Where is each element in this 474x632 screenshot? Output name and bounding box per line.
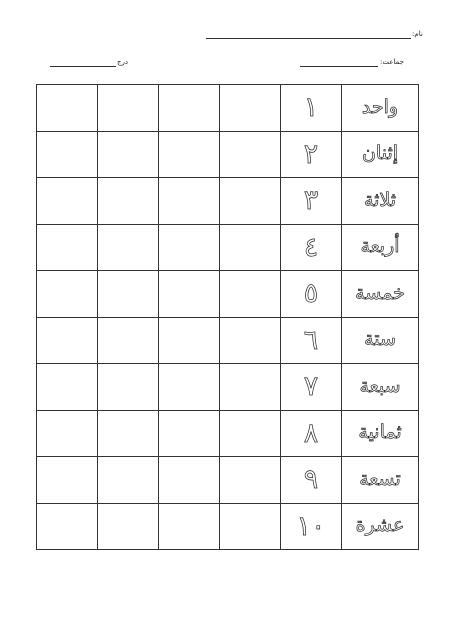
practice-cell[interactable]	[159, 364, 220, 411]
word-cell	[342, 457, 419, 504]
numeral-cell	[281, 410, 342, 457]
practice-cell[interactable]	[37, 178, 98, 225]
traced-numeral: ٣	[303, 185, 319, 217]
traced-word: ستة	[364, 328, 396, 351]
numeral-cell	[281, 364, 342, 411]
practice-cell[interactable]	[37, 317, 98, 364]
practice-cell[interactable]	[37, 503, 98, 550]
practice-cell[interactable]	[98, 317, 159, 364]
traced-numeral: ١٠	[296, 510, 326, 542]
practice-cell[interactable]	[98, 131, 159, 178]
practice-cell[interactable]	[37, 410, 98, 457]
practice-cell[interactable]	[37, 224, 98, 271]
practice-cell[interactable]	[37, 271, 98, 318]
traced-word: سبعة	[359, 374, 401, 397]
practice-cell[interactable]	[220, 224, 281, 271]
practice-cell[interactable]	[159, 178, 220, 225]
practice-cell[interactable]	[220, 131, 281, 178]
numeral-cell	[281, 317, 342, 364]
class-label: جماعت:	[380, 58, 404, 66]
numeral-cell	[281, 224, 342, 271]
table-row	[37, 224, 419, 271]
practice-cell[interactable]	[159, 271, 220, 318]
practice-cell[interactable]	[159, 410, 220, 457]
table-row	[37, 364, 419, 411]
table-row	[37, 271, 419, 318]
word-cell	[342, 271, 419, 318]
table-row	[37, 503, 419, 550]
traced-numeral: ٥	[303, 278, 319, 310]
table-row	[37, 178, 419, 225]
practice-cell[interactable]	[98, 271, 159, 318]
traced-word: أربعة	[360, 235, 400, 258]
traced-numeral: ١	[303, 92, 319, 124]
table-row	[37, 457, 419, 504]
numeral-cell	[281, 85, 342, 132]
practice-cell[interactable]	[98, 85, 159, 132]
traced-numeral: ٨	[303, 417, 319, 449]
practice-cell[interactable]	[98, 224, 159, 271]
practice-cell[interactable]	[159, 457, 220, 504]
traced-numeral: ٤	[303, 231, 319, 263]
table-row	[37, 85, 419, 132]
practice-cell[interactable]	[159, 85, 220, 132]
traced-numeral: ٧	[303, 371, 319, 403]
traced-numeral: ٩	[303, 464, 319, 496]
practice-cell[interactable]	[98, 410, 159, 457]
word-cell	[342, 503, 419, 550]
table-row	[37, 317, 419, 364]
practice-cell[interactable]	[159, 503, 220, 550]
practice-cell[interactable]	[37, 364, 98, 411]
traced-word: إثنان	[361, 142, 399, 165]
practice-cell[interactable]	[98, 503, 159, 550]
numeral-cell	[281, 131, 342, 178]
practice-cell[interactable]	[98, 364, 159, 411]
practice-cell[interactable]	[220, 85, 281, 132]
table-row	[37, 410, 419, 457]
practice-cell[interactable]	[220, 457, 281, 504]
traced-numeral: ٢	[303, 138, 319, 170]
numeral-cell	[281, 271, 342, 318]
practice-cell[interactable]	[220, 364, 281, 411]
name-label: نام:	[412, 30, 423, 38]
practice-cell[interactable]	[37, 85, 98, 132]
word-cell	[342, 131, 419, 178]
numeral-cell	[281, 457, 342, 504]
traced-word: ثمانية	[358, 421, 402, 444]
class-line[interactable]	[300, 66, 378, 67]
traced-word: واحد	[361, 95, 399, 118]
name-line[interactable]	[206, 38, 411, 39]
traced-numeral: ٦	[303, 324, 319, 356]
practice-cell[interactable]	[220, 410, 281, 457]
traced-word: تسعة	[359, 467, 401, 490]
word-cell	[342, 364, 419, 411]
practice-cell[interactable]	[220, 271, 281, 318]
practice-cell[interactable]	[220, 178, 281, 225]
numeral-cell	[281, 503, 342, 550]
word-cell	[342, 85, 419, 132]
word-cell	[342, 317, 419, 364]
word-cell	[342, 410, 419, 457]
subject-line[interactable]	[50, 66, 116, 67]
practice-cell[interactable]	[159, 317, 220, 364]
practice-cell[interactable]	[159, 224, 220, 271]
practice-cell[interactable]	[220, 503, 281, 550]
practice-cell[interactable]	[98, 178, 159, 225]
traced-word: ثلاثة	[363, 188, 397, 211]
word-cell	[342, 224, 419, 271]
practice-cell[interactable]	[159, 131, 220, 178]
practice-cell[interactable]	[220, 317, 281, 364]
tracing-table	[36, 84, 419, 550]
numeral-cell	[281, 178, 342, 225]
traced-word: عشرة	[355, 514, 405, 537]
practice-cell[interactable]	[37, 457, 98, 504]
subject-label: درج	[117, 58, 129, 66]
traced-word: خمسة	[355, 281, 405, 304]
practice-cell[interactable]	[37, 131, 98, 178]
word-cell	[342, 178, 419, 225]
table-row	[37, 131, 419, 178]
practice-cell[interactable]	[98, 457, 159, 504]
